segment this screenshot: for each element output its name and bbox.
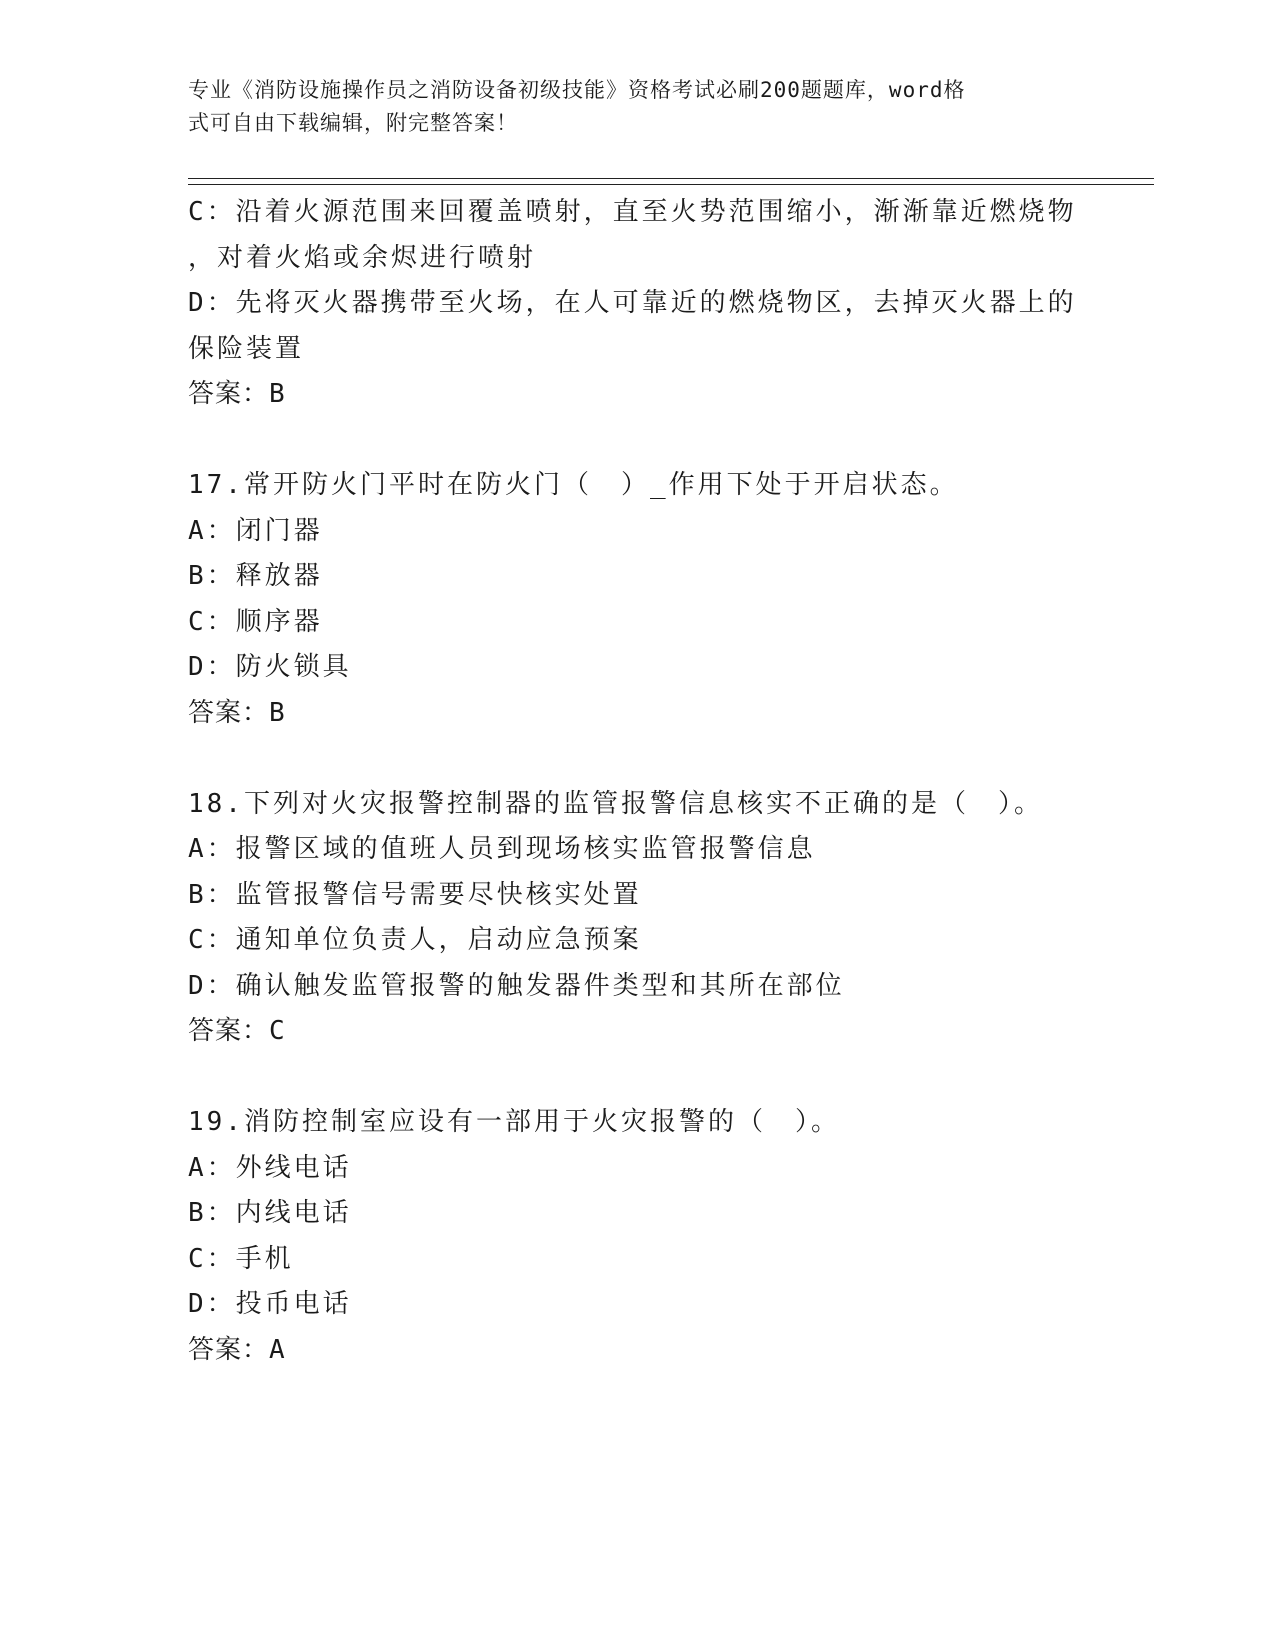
question-17 [188,463,1088,736]
option-d-continued: 保险装置 [188,333,305,364]
question-content [188,190,1088,1373]
header-line: 专业《消防设施操作员之消防设备初级技能》资格考试必刷200题题库，word格 [188,78,966,102]
option-c: C：沿着火源范围来回覆盖喷射，直至火势范围缩小，渐渐靠近燃烧物 [188,197,1077,227]
document-header [188,74,1068,140]
header-divider [188,178,1154,185]
option-c: C：顺序器 [188,606,323,637]
option-a: A：闭门器 [188,515,323,546]
option-b: B：内线电话 [188,1198,352,1228]
option-d: D：确认触发监管报警的触发器件类型和其所在部位 [188,970,845,1001]
answer: 答案：B [188,379,286,409]
answer: 答案：C [188,1016,286,1046]
previous-question-tail [188,190,1088,418]
option-d: D：防火锁具 [188,652,352,682]
option-c-continued: ，对着火焰或余烬进行喷射 [188,242,537,273]
question-18 [188,782,1088,1055]
option-d: D：先将灭火器携带至火场，在人可靠近的燃烧物区，去掉灭火器上的 [188,288,1077,318]
question-19 [188,1100,1088,1373]
answer: 答案：B [188,697,286,728]
option-c: C：手机 [188,1243,294,1274]
option-b: B：释放器 [188,561,323,591]
answer: 答案：A [188,1334,286,1365]
header-line: 式可自由下载编辑，附完整答案！ [188,111,518,135]
option-b: B：监管报警信号需要尽快核实处置 [188,879,642,910]
option-c: C：通知单位负责人，启动应急预案 [188,925,642,955]
question-stem: 18.下列对火灾报警控制器的监管报警信息核实不正确的是（ ）。 [188,788,1043,819]
option-a: A：外线电话 [188,1152,352,1183]
option-d: D：投币电话 [188,1289,352,1319]
question-stem: 19.消防控制室应设有一部用于火灾报警的（ ）。 [188,1107,840,1137]
question-stem: 17.常开防火门平时在防火门（ ）_作用下处于开启状态。 [188,470,959,500]
option-a: A：报警区域的值班人员到现场核实监管报警信息 [188,834,816,864]
